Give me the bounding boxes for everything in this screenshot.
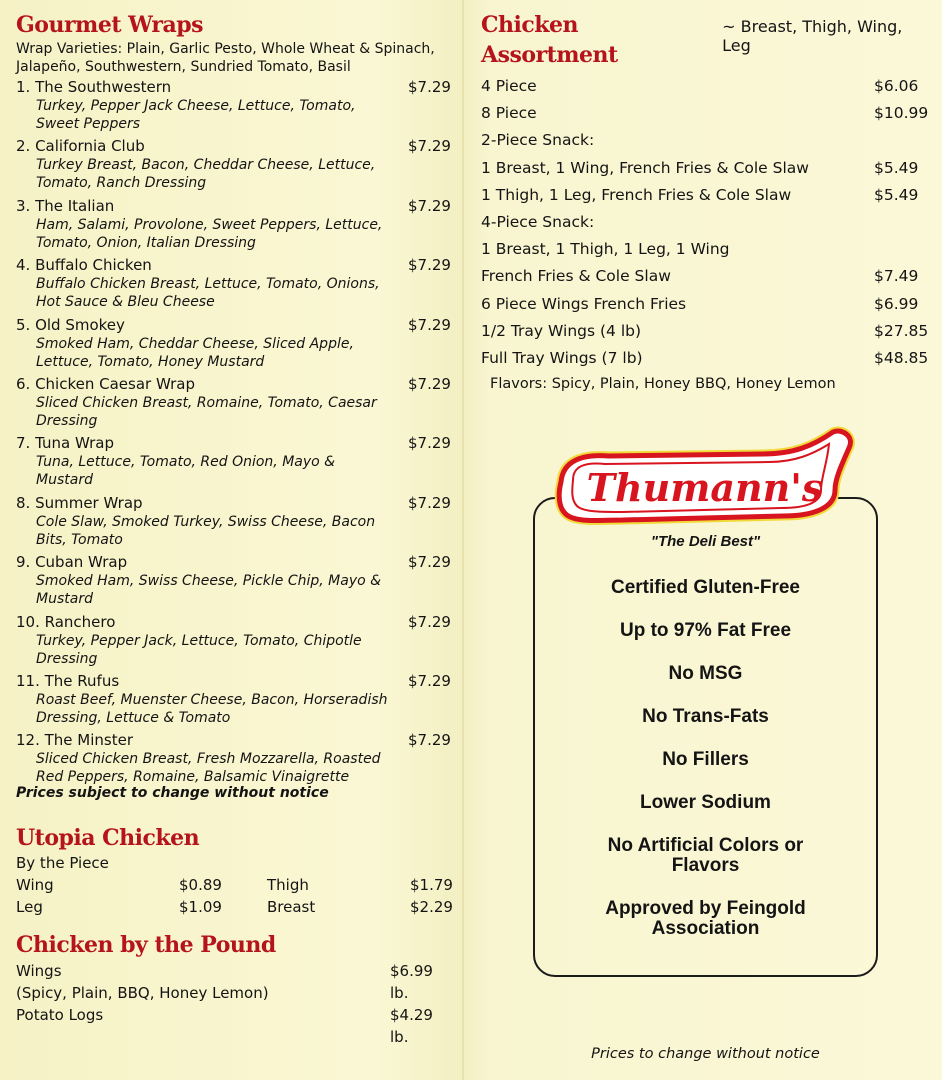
- wrap-item: [16, 672, 456, 731]
- wrap-item: [16, 256, 456, 315]
- wrap-price: $7.29: [408, 731, 451, 750]
- assortment-price: $6.99: [874, 294, 919, 313]
- assortment-label: 1 Thigh, 1 Leg, French Fries & Cole Slaw: [481, 185, 792, 204]
- wrap-name: 10. Ranchero: [16, 612, 116, 631]
- tagline: "The Deli Best": [650, 533, 761, 550]
- wrap-price: $7.29: [408, 196, 451, 215]
- left-panel: [16, 10, 456, 1046]
- piece-name: Wing: [16, 875, 54, 894]
- assortment-label: 4 Piece: [481, 77, 537, 95]
- assortment-header: [481, 10, 931, 70]
- wrap-item: [16, 494, 456, 553]
- assortment-row: [481, 345, 931, 372]
- wrap-name: 3. The Italian: [16, 196, 115, 215]
- wrap-name: 7. Tuna Wrap: [16, 434, 114, 453]
- wrap-item: [16, 197, 456, 256]
- claims-list: [533, 578, 878, 962]
- piece-name: Leg: [16, 897, 43, 916]
- utopia-chicken-heading: Utopia Chicken: [16, 824, 200, 851]
- assortment-label: French Fries & Cole Slaw: [481, 267, 671, 286]
- assortment-label: 1 Breast, 1 Wing, French Fries & Cole Slaw: [481, 158, 809, 177]
- wrap-price: $7.29: [408, 612, 451, 631]
- wrap-item: [16, 434, 456, 493]
- wrap-item: [16, 731, 456, 790]
- panel-fold: [462, 0, 464, 1080]
- assortment-price: $7.49: [874, 267, 919, 286]
- piece-price-grid: [16, 874, 456, 918]
- wrap-price: $7.29: [408, 256, 451, 275]
- claim-item: Certified Gluten-Free: [611, 577, 800, 598]
- assortment-price: $27.85: [874, 321, 929, 340]
- assortment-price: $5.49: [874, 185, 919, 204]
- wrap-description: Tuna, Lettuce, Tomato, Red Onion, Mayo & Mustard: [36, 454, 336, 489]
- wrap-name: 4. Buffalo Chicken: [16, 256, 152, 275]
- wrap-description: Turkey, Pepper Jack, Lettuce, Tomato, Chipotle Dressing: [36, 632, 362, 667]
- assortment-subheading: ~ Breast, Thigh, Wing, Leg: [722, 17, 903, 55]
- assortment-row: [481, 263, 931, 290]
- chicken-assortment-heading: Chicken Assortment: [481, 12, 618, 68]
- assortment-label: 1 Breast, 1 Thigh, 1 Leg, 1 Wing: [481, 240, 730, 259]
- wrap-name: 11. The Rufus: [16, 671, 120, 690]
- thumanns-logo: [543, 420, 863, 535]
- wrap-name: 8. Summer Wrap: [16, 493, 143, 512]
- wrap-name: 12. The Minster: [16, 731, 133, 750]
- wrap-description: Cole Slaw, Smoked Turkey, Swiss Cheese, Bacon Bits, Tomato: [36, 513, 376, 548]
- wrap-description: Turkey Breast, Bacon, Cheddar Cheese, Lettuce, Tomato, Ranch Dressing: [36, 157, 376, 192]
- wrap-price: $7.29: [408, 137, 451, 156]
- piece-name: Breast: [267, 897, 316, 916]
- pound-item-price: $4.29 lb.: [390, 1005, 433, 1046]
- assortment-label: 2-Piece Snack:: [481, 131, 595, 150]
- pound-row: [16, 982, 456, 1004]
- pound-item-name: Wings: [16, 961, 62, 980]
- right-panel: [481, 10, 931, 396]
- wrap-name: 2. California Club: [16, 137, 145, 156]
- claim-item: No Artificial Colors or Flavors: [607, 835, 804, 876]
- assortment-row: [481, 127, 931, 154]
- wrap-description: Sliced Chicken Breast, Romaine, Tomato, Caesar Dressing: [36, 394, 377, 429]
- claim-item: No Fillers: [662, 749, 749, 770]
- wings-flavor-note: (Spicy, Plain, BBQ, Honey Lemon): [16, 983, 269, 1002]
- assortment-label: 6 Piece Wings French Fries: [481, 294, 687, 313]
- wrap-price: $7.29: [408, 493, 451, 512]
- pound-item-price: $6.99 lb.: [390, 961, 433, 1002]
- assortment-price: $6.06: [874, 77, 919, 95]
- assortment-row: [481, 209, 931, 236]
- assortment-label: 4-Piece Snack:: [481, 212, 595, 231]
- assortment-row: [481, 100, 931, 127]
- logo-text: Thumann's: [586, 465, 824, 510]
- assortment-price: $5.49: [874, 158, 919, 177]
- flavors-line: Flavors: Spicy, Plain, Honey BBQ, Honey Lemon: [490, 376, 836, 393]
- wrap-description: Turkey, Pepper Jack Cheese, Lettuce, Tomato, Sweet Peppers: [36, 98, 356, 132]
- assortment-row: [481, 155, 931, 182]
- claim-item: No Trans-Fats: [642, 706, 769, 727]
- wrap-name: 1. The Southwestern: [16, 78, 172, 96]
- assortment-price: $10.99: [874, 104, 929, 123]
- wrap-description: Smoked Ham, Swiss Cheese, Pickle Chip, Mayo & Mustard: [36, 573, 382, 608]
- assortment-row: [481, 182, 931, 209]
- piece-price: $1.09: [179, 897, 222, 916]
- piece-name: Thigh: [267, 875, 309, 894]
- assortment-list: [481, 73, 931, 372]
- chicken-by-pound-heading: Chicken by the Pound: [16, 931, 276, 958]
- gourmet-wraps-heading: Gourmet Wraps: [16, 12, 203, 38]
- assortment-price: $48.85: [874, 348, 929, 367]
- assortment-row: [481, 318, 931, 345]
- pound-row: [16, 1004, 456, 1046]
- claim-item: Lower Sodium: [640, 792, 771, 813]
- wrap-price: $7.29: [408, 78, 451, 96]
- assortment-row: [481, 73, 931, 100]
- wrap-price: $7.29: [408, 374, 451, 393]
- wrap-description: Buffalo Chicken Breast, Lettuce, Tomato, Onions, Hot Sauce & Bleu Cheese: [36, 276, 380, 311]
- wrap-item: [16, 613, 456, 672]
- wrap-price: $7.29: [408, 434, 451, 453]
- wrap-item: [16, 316, 456, 375]
- wrap-description: Sliced Chicken Breast, Fresh Mozzarella, Roasted Red Peppers, Romaine, Balsamic Vinaigrette: [36, 751, 381, 786]
- assortment-label: 1/2 Tray Wings (4 lb): [481, 321, 642, 340]
- wrap-name: 6. Chicken Caesar Wrap: [16, 374, 196, 393]
- wrap-price: $7.29: [408, 553, 451, 572]
- wrap-price: $7.29: [408, 315, 451, 334]
- claim-item: Up to 97% Fat Free: [619, 620, 792, 641]
- wrap-description: Smoked Ham, Cheddar Cheese, Sliced Apple, Lettuce, Tomato, Honey Mustard: [36, 335, 354, 370]
- wrap-item: [16, 137, 456, 196]
- wrap-item: [16, 375, 456, 434]
- assortment-row: [481, 236, 931, 263]
- piece-price: $2.29: [410, 897, 453, 916]
- wrap-item: [16, 78, 456, 137]
- wrap-varieties: Wrap Varieties: Plain, Garlic Pesto, Whole Wheat & Spinach, Jalapeño, Southwestern, Sundried Tomato, Basil: [16, 41, 435, 75]
- claim-item: No MSG: [668, 663, 743, 684]
- wrap-description: Roast Beef, Muenster Cheese, Bacon, Horseradish Dressing, Lettuce & Tomato: [36, 691, 388, 726]
- prices-note-left: Prices subject to change without notice: [16, 784, 329, 801]
- assortment-row: [481, 291, 931, 318]
- wrap-name: 5. Old Smokey: [16, 315, 125, 334]
- pound-item-name: Potato Logs: [16, 1005, 104, 1024]
- assortment-label: Full Tray Wings (7 lb): [481, 348, 643, 367]
- wrap-list: [16, 78, 456, 791]
- wrap-description: Ham, Salami, Provolone, Sweet Peppers, Lettuce, Tomato, Onion, Italian Dressing: [36, 216, 383, 251]
- piece-price: $1.79: [410, 875, 453, 894]
- by-the-piece-label: By the Piece: [16, 853, 109, 872]
- wrap-name: 9. Cuban Wrap: [16, 553, 128, 572]
- wrap-item: [16, 553, 456, 612]
- pound-price-list: [16, 960, 456, 1046]
- prices-note-right: Prices to change without notice: [591, 1046, 820, 1062]
- assortment-label: 8 Piece: [481, 104, 537, 123]
- piece-price: $0.89: [179, 875, 222, 894]
- claim-item: Approved by Feingold Association: [605, 898, 806, 939]
- wrap-price: $7.29: [408, 671, 451, 690]
